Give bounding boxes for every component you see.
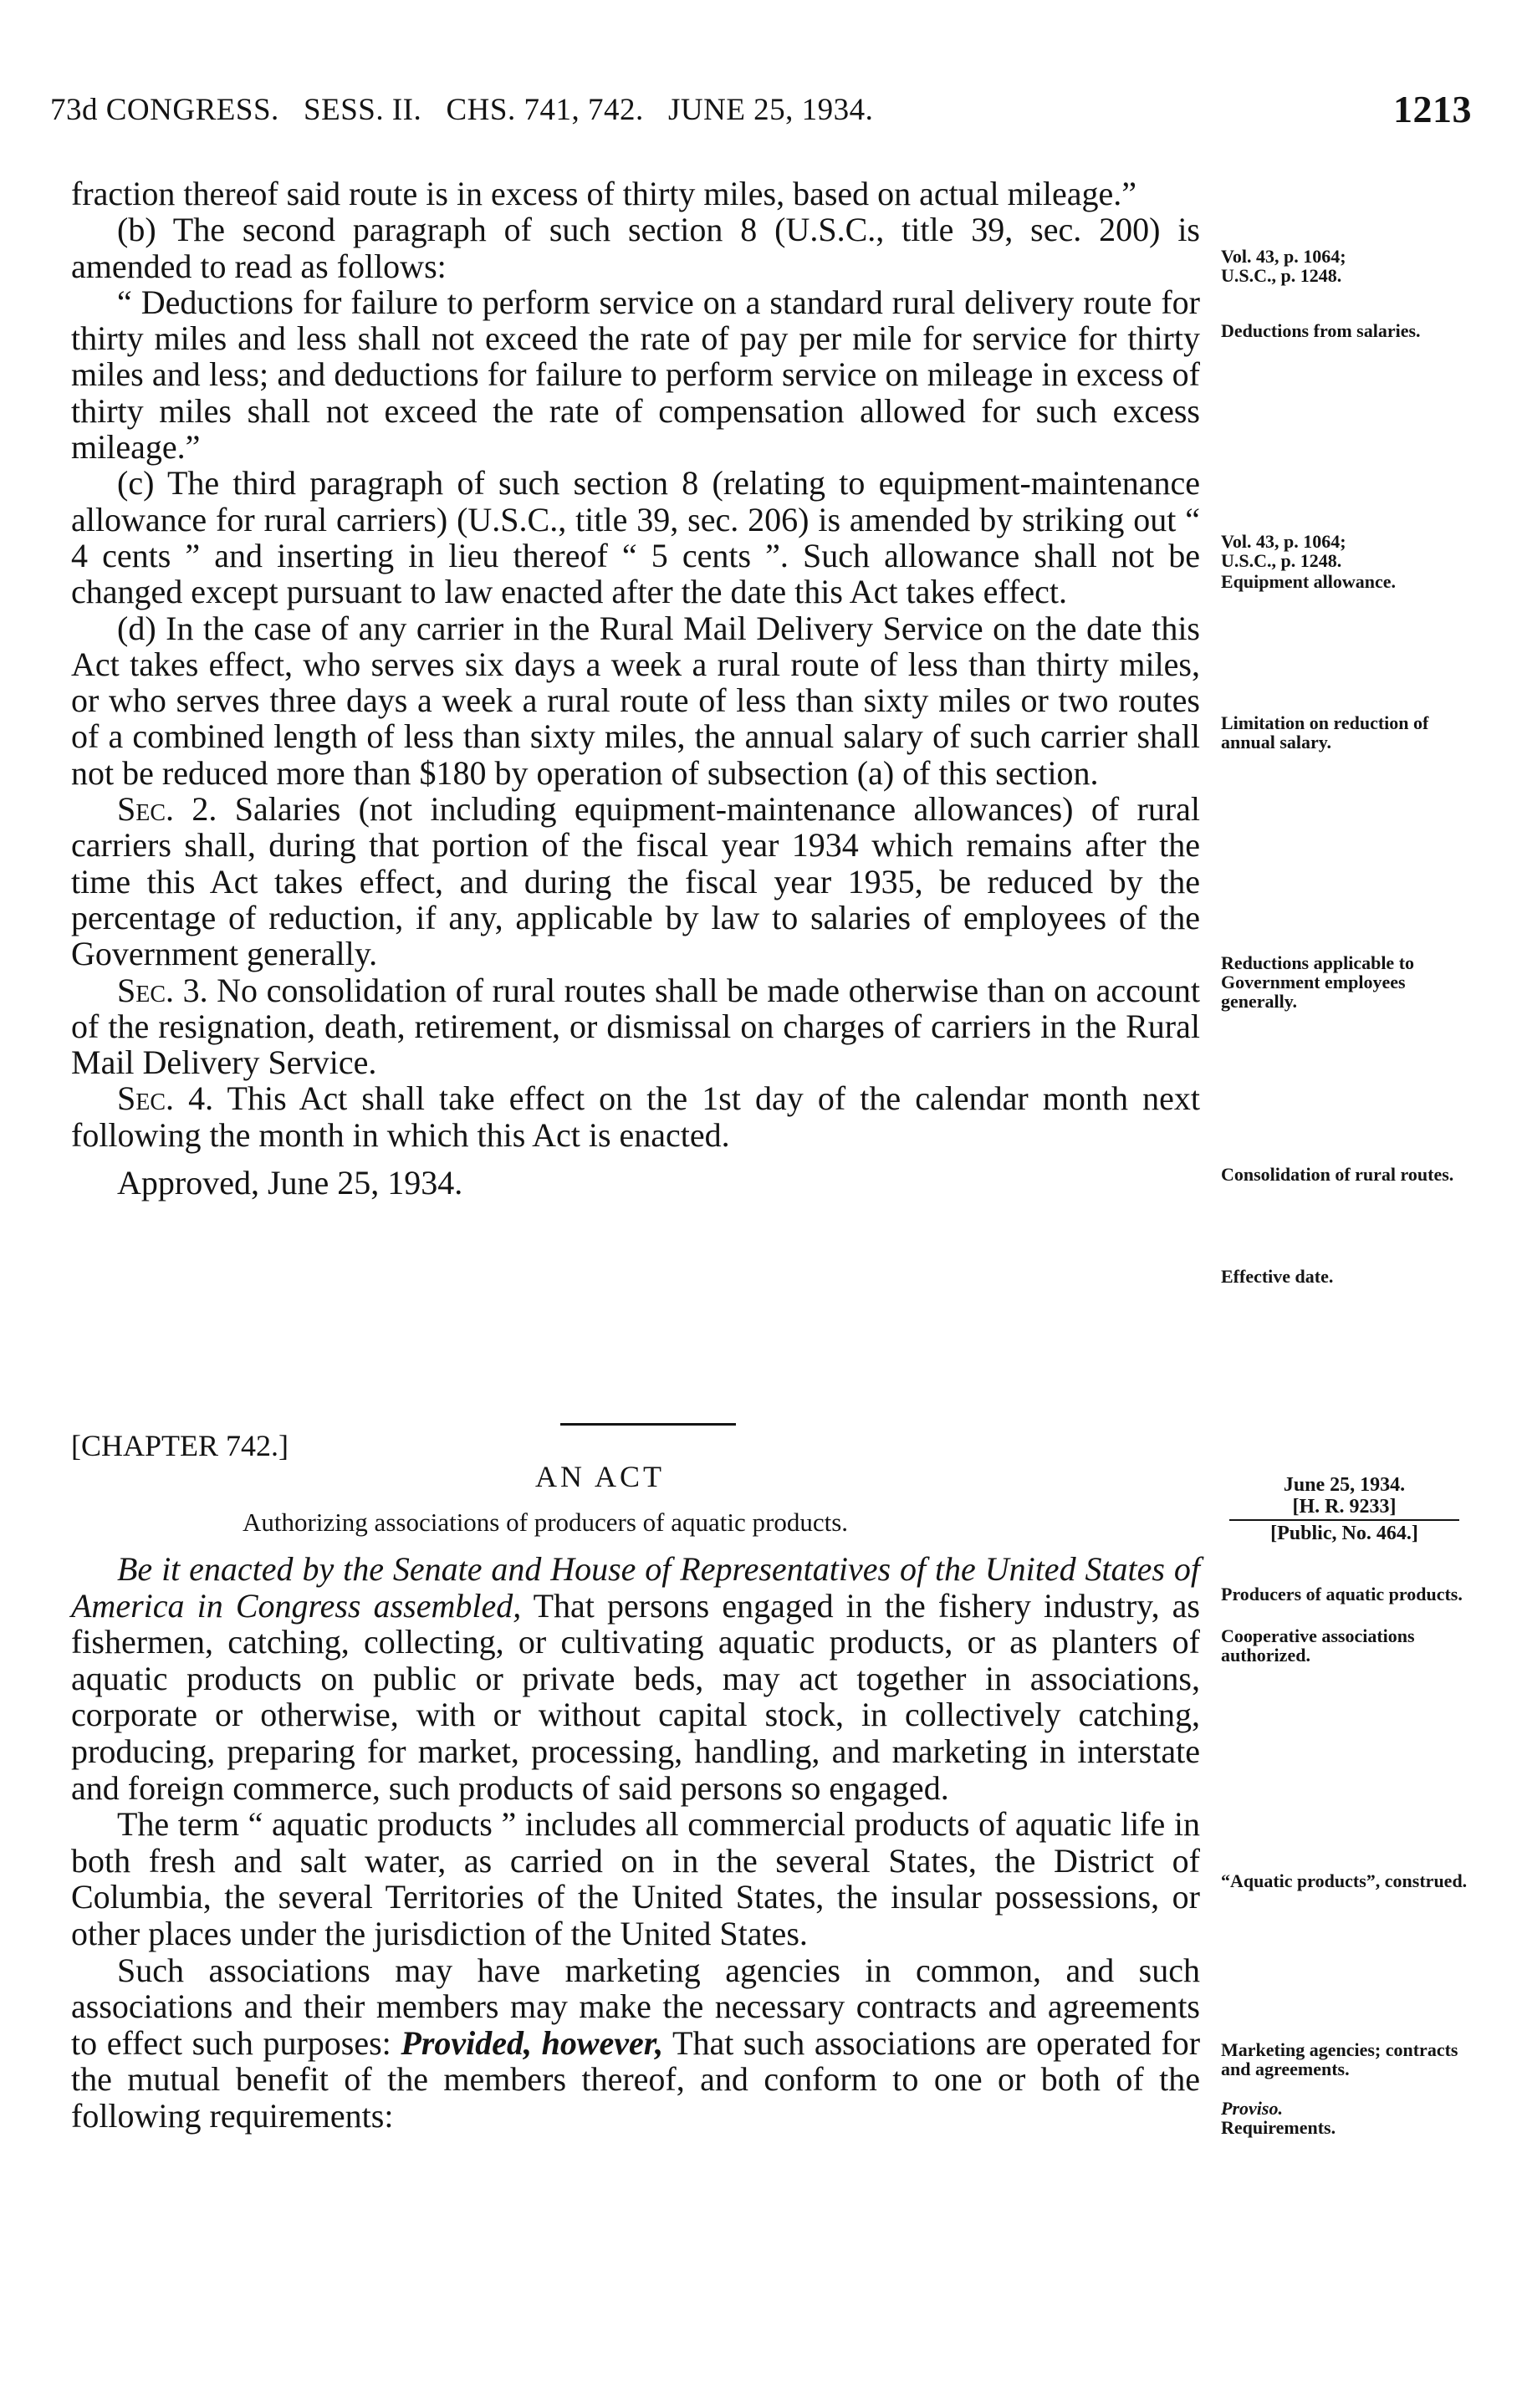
act-date: June 25, 1934. (1283, 1474, 1406, 1496)
requirements-label: Requirements. (1221, 2117, 1336, 2138)
margin-note-producers: Producers of aquatic products. (1221, 1584, 1463, 1604)
bill-number: [H. R. 9233] (1292, 1496, 1397, 1518)
margin-note-reductions: Reductions applicable to Government employees generally. (1221, 952, 1415, 1012)
running-header (50, 88, 1472, 130)
section-2 (71, 791, 1200, 972)
section-3-label: Sec. 3. (117, 971, 208, 1009)
enacting-paragraph (71, 1551, 1200, 1806)
margin-note-effective-date: Effective date. (1221, 1266, 1334, 1287)
header-title: 73d CONGRESS. SESS. II. CHS. 741, 742. JUNE 25, 1934. (50, 93, 874, 127)
section-3-text: No consolidation of rural routes shall be made otherwise than on account of the resignation, death, retirement, or dismissal on charges of carriers in the Rural Mail Delivery Service. (71, 971, 1200, 1082)
paragraph-d: (d) In the case of any carrier in the Rural Mail Delivery Service on the date this Act takes effect, who serves six days a week a rural route of less than thirty miles, or who serves three days a week a rural route of less than sixty miles or two routes of a combined length of less than sixty miles, the annual salary of such carrier shall not be reduced more than $180 by operation of subsection (a) of this section. (71, 609, 1200, 792)
act-title: AN ACT (535, 1460, 666, 1493)
act-description: Authorizing associations of producers of aquatic products. (243, 1508, 849, 1537)
margin-note-deductions: Deductions from salaries. (1221, 320, 1421, 341)
section-3 (71, 972, 1200, 1081)
section-4-text: This Act shall take effect on the 1st day of the calendar month next following the month in which this Act is enacted. (71, 1079, 1201, 1154)
section-4 (71, 1080, 1200, 1153)
act-metadata (1229, 1474, 1459, 1544)
proviso-phrase: Provided, however, (401, 2023, 664, 2062)
paragraph-deductions-quote: “ Deductions for failure to perform service on a standard rural delivery route for thirty miles and less shall not exceed the rate of pay per mile for service for thirty miles and less; and deductions for failure to perform service on mileage in excess of thirty miles shall not exceed the rate of compensation allowed for such excess mileage.” (71, 283, 1200, 467)
page-number: 1213 (1393, 88, 1472, 130)
margin-note-limitation: Limitation on reduction of annual salary. (1221, 712, 1429, 752)
paragraph-b: (b) The second paragraph of such section 8 (U.S.C., title 39, sec. 200) is amended to read as follows: (71, 211, 1200, 285)
margin-note-marketing: Marketing agencies; contracts and agreements. (1221, 2039, 1458, 2079)
margin-note-cooperative: Cooperative associations authorized. (1221, 1625, 1415, 1666)
margin-note-consolidation: Consolidation of rural routes. (1221, 1164, 1454, 1185)
paragraph-continuation: fraction thereof said route is in excess of thirty miles, based on actual mileage.” (71, 175, 1137, 212)
section-4-label: Sec. 4. (117, 1079, 214, 1118)
enacting-clause: Be it enacted by the Senate and House of Representatives of the United States of America in Congress assembled, (71, 1550, 1200, 1625)
paragraph-c: (c) The third paragraph of such section 8 (relating to equipment-maintenance allowance for rural carriers) (U.S.C., title 39, sec. 206) is amended by striking out “ 4 cents ” and inserting in lieu thereof “ 5 cents ”. Such allowance shall not be changed except pursuant to law enacted after the date this Act takes effect. (71, 464, 1200, 611)
marketing-paragraph-start: Such associations may have marketing agencies in common, and such associations and their members may make the necessary contracts and agreements to effect such purposes: (71, 1951, 1200, 2062)
chapter-label: [CHAPTER 742.] (71, 1429, 289, 1462)
proviso-label: Proviso. (1221, 2098, 1283, 2119)
approved-line: Approved, June 25, 1934. (117, 1164, 463, 1202)
margin-note-equipment: Equipment allowance. (1221, 571, 1397, 592)
section-2-text: Salaries (not including equipment-maintenance allowances) of rural carriers shall, during that portion of the fiscal year 1934 which remains after the time this Act takes effect, and during the fiscal year 1935, be reduced by the percentage of reduction, if any, applicable by law to salaries of employees of the Government generally. (71, 790, 1201, 973)
marketing-paragraph-end: That such associations are operated for the mutual benefit of the members thereof, and conform to one or both of the following requirements: (71, 2023, 1201, 2135)
margin-note-vol-ref-1: Vol. 43, p. 1064; U.S.C., p. 1248. (1221, 246, 1346, 286)
chapter-741-body (71, 176, 1200, 1201)
section-2-label: Sec. 2. (117, 790, 217, 829)
public-law-number: [Public, No. 464.] (1229, 1519, 1459, 1544)
margin-note-aquatic-construed: “Aquatic products”, construed. (1221, 1870, 1468, 1891)
margin-note-proviso (1221, 2099, 1480, 2137)
chapter-742-body (71, 1551, 1200, 2135)
marketing-paragraph (71, 1952, 1200, 2135)
aquatic-products-definition: The term “ aquatic products ” includes all commercial products of aquatic life in both fresh and salt water, as carried on in the several States, the District of Columbia, the several Territories of the United States, the insular possessions, or other places under the jurisdiction of the United States. (71, 1805, 1200, 1952)
section-divider (560, 1423, 736, 1426)
enacting-paragraph-text: That persons engaged in the fishery industry, as fishermen, catching, collecting, or cultivating aquatic products, or as planters of aquatic products on public or private beds, may act together in associations, corporate or otherwise, with or without capital stock, in collectively catching, producing, preparing for market, processing, handling, and marketing in interstate and foreign commerce, such products of said persons so engaged. (71, 1586, 1200, 1807)
margin-note-vol-ref-2: Vol. 43, p. 1064; U.S.C., p. 1248. (1221, 531, 1346, 571)
